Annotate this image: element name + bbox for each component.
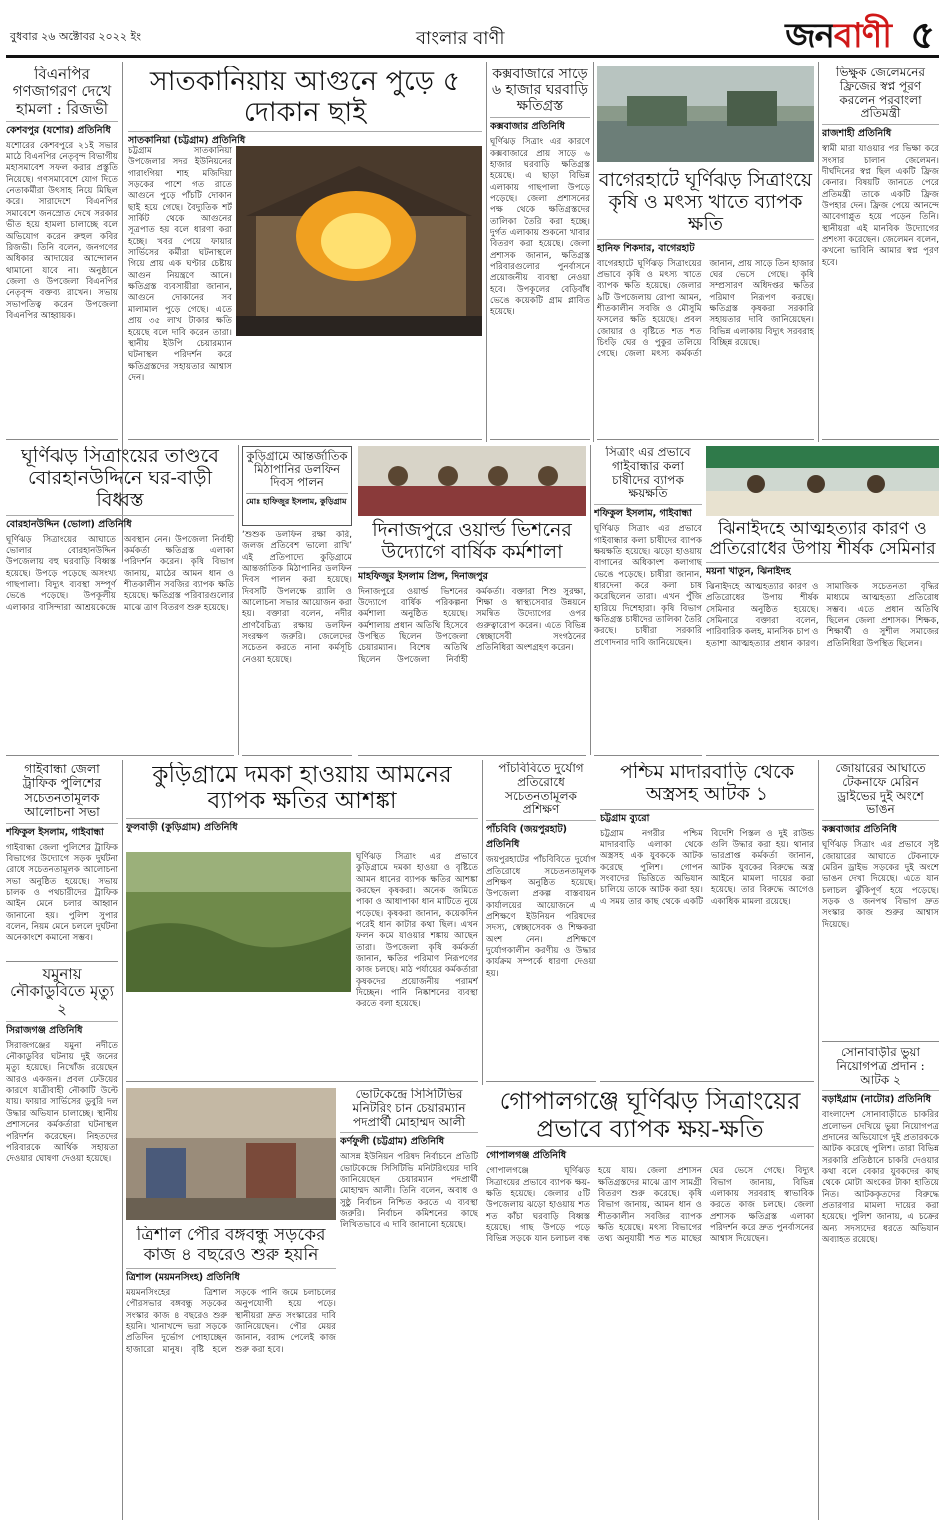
article-borhanuddin (6, 446, 234, 756)
article-body: ঘূর্ণিঝড় সিত্রাং এর কারণে কক্সবাজারে প্রায় সাড়ে ৬ হাজার ঘরবাড়ি ক্ষতিগ্রস্ত হয়েছে। এ ছাড়া বিভিন্ন এলাকায় গাছপালা উপড়ে পড়েছে। জেলা প্রশাসনের পক্ষ থেকে ক্ষতিগ্রস্তদের তালিকা তৈরি করা হচ্ছে। দুর্গত এলাকায় শুকনো খাবার বিতরণ করা হয়েছে। জেলা প্রশাসক জানান, ক্ষতিগ্রস্ত পরিবারগুলোর পুনর্বাসনে প্রয়োজনীয় ব্যবস্থা নেওয়া হবে। উপকূলের বেড়িবাঁধ ভেঙে কয়েকটি গ্রাম প্লাবিত হয়েছে। (490, 137, 590, 318)
article-body: স্বামী মারা যাওয়ার পর ভিক্ষা করে সংসার চালান জেলেমন। দীর্ঘদিনের স্বপ্ন ছিল একটি ফ্রিজ কেনার। বিষয়টি জানতে পেরে প্রতিমন্ত্রী তাকে একটি ফ্রিজ উপহার দেন। ফ্রিজ পেয়ে আনন্দে আবেগাপ্লুত হয়ে পড়েন তিনি। স্থানীয়রা এই মানবিক উদ্যোগের প্রশংসা করেছেন। জেলেমন বলেন, কখনো ভাবিনি আমার স্বপ্ন পূরণ হবে। (822, 144, 939, 268)
article-body: ময়মনসিংহের ত্রিশাল পৌরসভার বঙ্গবন্ধু সড়কের সংস্কার কাজ ৪ বছরেও শুরু হয়নি। খানাখন্দে ভরা সড়কে প্রতিদিন দুর্ভোগ পোহাচ্ছেন হাজারো মানুষ। বৃষ্টি হলে সড়কে পানি জমে চলাচলের অনুপযোগী হয়ে পড়ে। স্থানীয়রা দ্রুত সংস্কারের দাবি জানিয়েছেন। পৌর মেয়র জানান, বরাদ্দ পেলেই কাজ শুরু করা হবে। (126, 1288, 336, 1355)
headline: কক্সবাজারে সাড়ে ৬ হাজার ঘরবাড়ি ক্ষতিগ্রস্ত (492, 66, 588, 115)
headline: সোনাবাড়ীর ভুয়া নিয়োগপত্র প্রদান : আটক ২ (836, 1046, 925, 1087)
article-gopalganj (486, 1088, 814, 1518)
article-body: ‘শুশুক ডলফিন রক্ষা করি, জলজ প্রতিবেশ ভালো রাখি’ এই প্রতিপাদ্যে কুড়িগ্রামে আন্তর্জাতিক মিঠাপানির ডলফিন দিবস পালন করা হয়েছে। দিবসটি উপলক্ষে র‍্যালি ও আলোচনা সভার আয়োজন করা হয়। বক্তারা বলেন, নদীর প্রাণবৈচিত্র্য রক্ষায় ডলফিন সংরক্ষণ জরুরি। জেলেদের সচেতন করতে নানা কর্মসূচি নেওয়া হয়েছে। (242, 530, 352, 665)
article-kurigram-dolphin (242, 446, 352, 526)
headline: পশ্চিম মাদারবাড়ি থেকে অস্ত্রসহ আটক ১ (619, 762, 795, 805)
headline: সিত্রাং এর প্রভাবে গাইবান্ধার কলা চাষীদের ব্যাপক ক্ষয়ক্ষতি (605, 446, 691, 501)
byline: হানিফ শিকদার, বাগেরহাট (597, 239, 814, 257)
article-dinajpur (358, 446, 586, 756)
byline: বড়াইগ্রাম (নাটোর) প্রতিনিধি (822, 1090, 939, 1108)
seminar-photo (706, 446, 939, 516)
headline: ত্রিশাল পৌর বঙ্গবন্ধু সড়কের কাজ ৪ বছরেও শুরু হয়নি (136, 1226, 326, 1265)
byline: শফিকুল ইসলাম, গাইবান্ধা (594, 504, 702, 522)
logo-part2: বাণী (833, 16, 891, 56)
headline: দিনাজপুরে ওয়ার্ল্ড ভিশনের উদ্যোগে বার্ষিক কর্মশালা (372, 519, 572, 563)
headline: ভোটকেন্দ্রে সিসিটিভির মনিটরিং চান চেয়ারম্যান পদপ্রার্থী মোহাম্মদ আলী (352, 1088, 466, 1129)
headline: ঝিনাইদহে আত্মহত্যার কারণ ও প্রতিরোধের উপায় শীর্ষক সেমিনার (709, 519, 936, 559)
byline: কেশবপুর (যশোর) প্রতিনিধি (6, 121, 118, 139)
newspaper-logo (785, 10, 891, 67)
article-bnp (6, 66, 118, 440)
byline: ফুলবাড়ী (কুড়িগ্রাম) প্রতিনিধি (126, 818, 478, 836)
article-body: জয়পুরহাটের পাঁচবিবিতে দুর্যোগ প্রতিরোধে সচেতনতামূলক প্রশিক্ষণ অনুষ্ঠিত হয়েছে। উপজেলা প্রকল্প বাস্তবায়ন কার্যালয়ের আয়োজনে এ প্রশিক্ষণে ইউনিয়ন পরিষদের সদস্য, স্বেচ্ছাসেবক ও শিক্ষকরা অংশ নেন। প্রশিক্ষণে দুর্যোগকালীন করণীয় ও উদ্ধার কার্যক্রম সম্পর্কে ধারণা দেওয়া হয়। (486, 855, 596, 979)
headline: পাঁচবিবিতে দুর্যোগ প্রতিরোধে সচেতনতামূলক প্রশিক্ষণ (498, 762, 584, 817)
article-body: ঘূর্ণিঝড় সিত্রাংয়ের আঘাতে ভোলার বোরহানউদ্দিন উপজেলায় বহু ঘরবাড়ি বিধ্বস্ত হয়েছে। উপড়ে পড়েছে অসংখ্য গাছপালা। বিদ্যুৎ ব্যবস্থা সম্পূর্ণ ভেঙে পড়েছে। উপকূলীয় এলাকার বাসিন্দারা আশ্রয়কেন্দ্রে অবস্থান নেন। উপজেলা নির্বাহী কর্মকর্তা ক্ষতিগ্রস্ত এলাকা পরিদর্শন করেন। কৃষি বিভাগ জানায়, মাঠের আমন ধান ও শীতকালীন সবজির ব্যাপক ক্ষতি হয়েছে। ক্ষতিগ্রস্ত পরিবারগুলোর মাঝে ত্রাণ বিতরণ শুরু হয়েছে। (6, 534, 234, 613)
article-fridge (822, 66, 939, 440)
byline: ময়না খাতুন, ঝিনাইদহ (706, 562, 939, 580)
article-body: চট্টগ্রাম সাতকানিয়া উপজেলার সদর ইউনিয়নের গারাংগিয়া শাহ মজিদিয়া সড়কের পাশে গত রাতে আগুনে পুড়ে পাঁচটি দোকান ছাই হয়ে গেছে। বৈদ্যুতিক শর্ট সার্কিট থেকে আগুনের সূত্রপাত হয় বলে ধারণা করা হচ্ছে। খবর পেয়ে ফায়ার সার্ভিসের কর্মীরা ঘটনাস্থলে গিয়ে প্রায় এক ঘণ্টার চেষ্টায় আগুন নিয়ন্ত্রণে আনে। ক্ষতিগ্রস্ত ব্যবসায়ীরা জানান, আগুনে দোকানের সব মালামাল পুড়ে গেছে। এতে প্রায় ৩৫ লাখ টাকার ক্ষতি হয়েছে বলে দাবি করেন তারা। স্থানীয় ইউপি চেয়ারম্যান ঘটনাস্থল পরিদর্শন করে ক্ষতিগ্রস্তদের সহায়তার আশ্বাস দেন। (128, 146, 232, 383)
article-kurigram-amon (126, 762, 478, 1082)
article-body: যশোরের কেশবপুরে ২১ই সভার মাঠে বিএনপির নেতৃবৃন্দ বিভাগীয় মহাসমাবেশ সফল করার প্রস্তুতি নিয়েছে। গণসমাবেশে যোগ দিতে নেতাকর্মীরা উৎসাহ নিয়ে মিছিল করে। সারাদেশে বিএনপির সমাবেশে জনস্রোত দেখে সরকার ভীত হয়ে হামলা চালাচ্ছে বলে অভিযোগ করেন রুহুল কবির রিজভী। তিনি বলেন, জনগণের অধিকার আদায়ের আন্দোলন থামানো যাবে না। অনুষ্ঠানে জেলা ও উপজেলা বিএনপির নেতৃবৃন্দ বক্তব্য রাখেন। সভায় সভাপতিত্ব করেন উপজেলা বিএনপির আহ্বায়ক। (6, 140, 118, 321)
article-gaibandha-traffic (6, 762, 118, 962)
masthead (6, 6, 939, 58)
headline: জোয়ারের আঘাতে টেকনাফে মেরিন ড্রাইভের দুই অংশে ভাঙন (835, 762, 926, 817)
masthead-date: বুধবার ২৬ অক্টোবর ২০২২ ইং (10, 30, 141, 43)
article-body: দিনাজপুরে ওয়ার্ল্ড ভিশনের উদ্যোগে বার্ষিক পরিকল্পনা কর্মশালা অনুষ্ঠিত হয়েছে। কর্মশালায় প্রধান অতিথি হিসেবে উপস্থিত ছিলেন উপজেলা চেয়ারম্যান। বিশেষ অতিথি ছিলেন উপজেলা নির্বাহী কর্মকর্তা। বক্তারা শিশু সুরক্ষা, শিক্ষা ও স্বাস্থ্যসেবার উন্নয়নে সমন্বিত উদ্যোগের ওপর গুরুত্বারোপ করেন। এতে বিভিন্ন স্বেচ্ছাসেবী সংগঠনের প্রতিনিধিরা অংশগ্রহণ করেন। (358, 586, 586, 665)
article-body: গাইবান্ধা জেলা পুলিশের ট্রাফিক বিভাগের উদ্যোগে সড়ক দুর্ঘটনা রোধে সচেতনতামূলক আলোচনা সভা অনুষ্ঠিত হয়েছে। সভায় চালক ও পথচারীদের ট্রাফিক আইন মেনে চলার আহ্বান জানানো হয়। পুলিশ সুপার বলেন, নিয়ম মেনে চললে দুর্ঘটনা অনেকাংশে কমানো সম্ভব। (6, 842, 118, 944)
article-body: ঘূর্ণিঝড় সিত্রাং এর প্রভাবে কুড়িগ্রামে দমকা হাওয়া ও বৃষ্টিতে আমন ধানের ব্যাপক ক্ষতির আশঙ্কা করছেন কৃষকরা। অনেক জমিতে পাকা ও আধাপাকা ধান মাটিতে নুয়ে পড়েছে। কৃষকরা জানান, কয়েকদিন পরেই ধান কাটার কথা ছিল। এখন ফলন কমে যাওয়ার শঙ্কায় আছেন তারা। উপজেলা কৃষি কর্মকর্তা জানান, ক্ষতির পরিমাণ নিরূপণের কাজ চলছে। মাঠ পর্যায়ের কর্মকর্তারা কৃষকদের প্রয়োজনীয় পরামর্শ দিচ্ছেন। পানি নিষ্কাশনের ব্যবস্থা করতে বলা হয়েছে। (356, 852, 478, 1010)
headline: গাইবান্ধা জেলা ট্রাফিক পুলিশের সচেতনতামূলক আলোচনা সভা (22, 762, 102, 820)
headline: বাগেরহাটে ঘূর্ণিঝড় সিত্রাংয়ে কৃষি ও মৎস্য খাতে ব্যাপক ক্ষতি (598, 169, 813, 235)
headline: কুড়িগ্রামে দমকা হাওয়ায় আমনের ব্যাপক ক্ষতির আশঙ্কা (152, 762, 452, 815)
street-photo (126, 1088, 336, 1220)
byline: মাহফিজুর ইসলাম প্রিন্স, দিনাজপুর (358, 567, 586, 585)
byline: পাঁচবিবি (জয়পুরহাট) প্রতিনিধি (486, 820, 596, 853)
article-jhenaidah (706, 446, 939, 756)
byline: রাজশাহী প্রতিনিধি (822, 124, 939, 142)
article-body: বাংলাদেশ সোনাবাড়ীতে চাকরির প্রলোভন দেখিয়ে ভুয়া নিয়োগপত্র প্রদানের অভিযোগে দুই প্রতারককে আটক করেছে পুলিশ। তারা বিভিন্ন সরকারি প্রতিষ্ঠানে চাকরি দেওয়ার কথা বলে বেকার যুবকদের কাছ থেকে মোটা অংকের টাকা হাতিয়ে নিত। আটককৃতদের বিরুদ্ধে প্রতারণার মামলা দায়ের করা হয়েছে। পুলিশ জানায়, এ চক্রের অন্য সদস্যদের ধরতে অভিযান অব্যাহত রয়েছে। (822, 1110, 939, 1246)
article-jamuna (6, 966, 118, 1518)
article-panchbibi (486, 762, 596, 1082)
article-kurigram-dolphin-body (242, 530, 352, 756)
headline: বিএনপির গণজাগরণ দেখে হামলা : রিজভী (12, 66, 112, 118)
byline: গোপালগঞ্জ প্রতিনিধি (486, 1146, 814, 1164)
headline: গোপালগঞ্জে ঘূর্ণিঝড় সিত্রাংয়ের প্রভাবে ব্যাপক ক্ষয়-ক্ষতি (499, 1088, 801, 1143)
article-body: ঘূর্ণিঝড় সিত্রাং এর প্রভাবে গাইবান্ধার কলা চাষীদের ব্যাপক ক্ষয়ক্ষতি হয়েছে। ঝড়ো হাওয়ায় বাগানের অধিকাংশ কলাগাছ ভেঙে পড়েছে। চাষীরা জানান, ধারদেনা করে কলা চাষ করেছিলেন তারা। এখন পুঁজি হারিয়ে দিশেহারা। কৃষি বিভাগ ক্ষতিগ্রস্ত চাষীদের তালিকা তৈরি করছে। চাষীরা সরকারি প্রণোদনার দাবি জানিয়েছেন। (594, 524, 702, 648)
byline: সিরাজগঞ্জ প্রতিনিধি (6, 1021, 118, 1039)
headline: কুড়িগ্রামে আন্তর্জাতিক মিঠাপানির ডলফিন দিবস পালন (246, 449, 348, 490)
article-body: আসন্ন ইউনিয়ন পরিষদ নির্বাচনে প্রতিটি ভোটকেন্দ্রে সিসিটিভি মনিটরিংয়ের দাবি জানিয়েছেন চেয়ারম্যান পদপ্রার্থী মোহাম্মদ আলী। তিনি বলেন, অবাধ ও সুষ্ঠু নির্বাচন নিশ্চিত করতে এ ব্যবস্থা জরুরি। নির্বাচন কমিশনের কাছে লিখিতভাবে এ দাবি জানানো হয়েছে। (340, 1152, 478, 1231)
byline: শফিকুল ইসলাম, গাইবান্ধা (6, 823, 118, 841)
logo-part1: জন (785, 16, 834, 56)
page-number: ৫ (910, 13, 935, 57)
article-bagerhat (597, 66, 814, 440)
headline: ঘূর্ণিঝড় সিত্রাংয়ের তাণ্ডবে বোরহানউদ্দিনে ঘর-বাড়ী বিধ্বস্ত (21, 446, 219, 511)
article-trishal (126, 1226, 336, 1518)
article-body: চট্টগ্রাম নগরীর পশ্চিম মাদারবাড়ি এলাকা থেকে অস্ত্রসহ এক যুবককে আটক করেছে পুলিশ। গোপন সংবাদের ভিত্তিতে অভিযান চালিয়ে তাকে আটক করা হয়। এ সময় তার কাছ থেকে একটি বিদেশি পিস্তল ও দুই রাউন্ড গুলি উদ্ধার করা হয়। থানার ভারপ্রাপ্ত কর্মকর্তা জানান, আটক যুবকের বিরুদ্ধে অস্ত্র আইনে মামলা দায়ের করা হয়েছে। তার বিরুদ্ধে আগেও একাধিক মামলা রয়েছে। (600, 828, 814, 907)
byline: কক্সবাজার প্রতিনিধি (490, 117, 590, 135)
byline: বোরহানউদ্দিন (ভোলা) প্রতিনিধি (6, 515, 234, 533)
byline: চট্টগ্রাম ব্যুরো (600, 809, 814, 827)
article-body: সিরাজগঞ্জের যমুনা নদীতে নৌকাডুবির ঘটনায় দুই জনের মৃত্যু হয়েছে। নিখোঁজ রয়েছেন আরও একজন। প্রবল ঢেউয়ের কারণে যাত্রীবাহী নৌকাটি উল্টে যায়। ফায়ার সার্ভিসের ডুবুরি দল উদ্ধার অভিযান চালাচ্ছে। স্থানীয় প্রশাসনের কর্মকর্তারা ঘটনাস্থল পরিদর্শন করেছেন। নিহতদের পরিবারকে আর্থিক সহায়তা দেওয়ার ঘোষণা দেওয়া হয়েছে। (6, 1040, 118, 1165)
article-bhotekendre (340, 1088, 478, 1518)
article-body: ঘূর্ণিঝড় সিত্রাং এর প্রভাবে সৃষ্ট জোয়ারের আঘাতে টেকনাফে মেরিন ড্রাইভ সড়কের দুই অংশে ভাঙন দেখা দিয়েছে। এতে যান চলাচল ঝুঁকিপূর্ণ হয়ে পড়েছে। সড়ক ও জনপথ বিভাগ দ্রুত সংস্কার কাজ শুরুর আশ্বাস দিয়েছে। (822, 840, 939, 930)
paddy-photo (126, 852, 351, 992)
article-body: বাগেরহাটে ঘূর্ণিঝড় সিত্রাংয়ের প্রভাবে কৃষি ও মৎস্য খাতে ব্যাপক ক্ষতি হয়েছে। জেলার ৯টি উপজেলায় রোপা আমন, শীতকালীন সবজি ও মৌসুমি ফসলের ক্ষতি হয়েছে। প্রবল জোয়ার ও বৃষ্টিতে শত শত চিংড়ি ঘের ও পুকুর তলিয়ে গেছে। জেলা মৎস্য কর্মকর্তা জানান, প্রায় সাড়ে তিন হাজার ঘের ভেসে গেছে। কৃষি সম্প্রসারণ অধিদপ্তর ক্ষতির পরিমাণ নিরূপণ করছে। ক্ষতিগ্রস্ত কৃষকরা সরকারি সহায়তার দাবি জানিয়েছেন। বিভিন্ন এলাকায় বিদ্যুৎ সরবরাহ বিচ্ছিন্ন রয়েছে। (597, 258, 814, 360)
byline: কক্সবাজার প্রতিনিধি (822, 820, 939, 838)
headline: ভিক্ষুক জেলেমনের ফ্রিজের স্বপ্ন পূরণ করলেন পরবাংলা প্রতিমন্ত্রী (836, 66, 925, 121)
byline: মোঃ হাফিজুর ইসলাম, কুড়িগ্রাম (246, 493, 348, 509)
byline: কর্ণফুলী (চট্টগ্রাম) প্রতিনিধি (340, 1132, 478, 1150)
article-gaibandha-banana (594, 446, 702, 756)
headline: যমুনায় নৌকাডুবিতে মৃত্যু ২ (10, 966, 114, 1018)
article-sonabari (822, 1046, 939, 1518)
article-madarbari (600, 762, 814, 1082)
article-satkania (128, 66, 482, 440)
article-coxsbazar (490, 66, 590, 440)
byline: ত্রিশাল (ময়মনসিংহ) প্রতিনিধি (126, 1268, 336, 1286)
article-body: ঝিনাইদহে আত্মহত্যার কারণ ও প্রতিরোধের উপায় শীর্ষক সেমিনার অনুষ্ঠিত হয়েছে। সেমিনারে বক্তারা বলেন, পারিবারিক কলহ, মানসিক চাপ ও হতাশা আত্মহত্যার প্রধান কারণ। সামাজিক সচেতনতা বৃদ্ধির মাধ্যমে আত্মহত্যা প্রতিরোধ সম্ভব। এতে প্রধান অতিথি ছিলেন জেলা প্রশাসক। শিক্ষক, শিক্ষার্থী ও সুশীল সমাজের প্রতিনিধিরা উপস্থিত ছিলেন। (706, 582, 939, 649)
masthead-section: বাংলার বাণী (416, 28, 505, 49)
byline: সাতকানিয়া (চট্টগ্রাম) প্রতিনিধি (128, 131, 482, 149)
flood-photo (597, 66, 814, 162)
article-body: গোপালগঞ্জে ঘূর্ণিঝড় সিত্রাংয়ের প্রভাবে ব্যাপক ক্ষয়-ক্ষতি হয়েছে। জেলার ৫টি উপজেলায় ঝড়ো হাওয়ায় শত শত কাঁচা ঘরবাড়ি বিধ্বস্ত হয়েছে। গাছ উপড়ে পড়ে বিভিন্ন সড়কে যান চলাচল বন্ধ হয়ে যায়। জেলা প্রশাসন ক্ষতিগ্রস্তদের মাঝে ত্রাণ সামগ্রী বিতরণ শুরু করেছে। কৃষি বিভাগ জানায়, আমন ধান ও শীতকালীন সবজির ব্যাপক ক্ষতি হয়েছে। মৎস্য বিভাগের তথ্য অনুযায়ী শত শত মাছের ঘের ভেসে গেছে। বিদ্যুৎ বিভাগ জানায়, বিভিন্ন এলাকায় সরবরাহ স্বাভাবিক করতে কাজ চলছে। জেলা প্রশাসক ক্ষতিগ্রস্ত এলাকা পরিদর্শন করে দ্রুত পুনর্বাসনের আশ্বাস দিয়েছেন। (486, 1166, 814, 1245)
article-teknaf (822, 762, 939, 1042)
workshop-photo (358, 446, 586, 516)
fire-photo (236, 146, 482, 336)
headline: সাতকানিয়ায় আগুনে পুড়ে ৫ দোকান ছাই (149, 66, 461, 129)
